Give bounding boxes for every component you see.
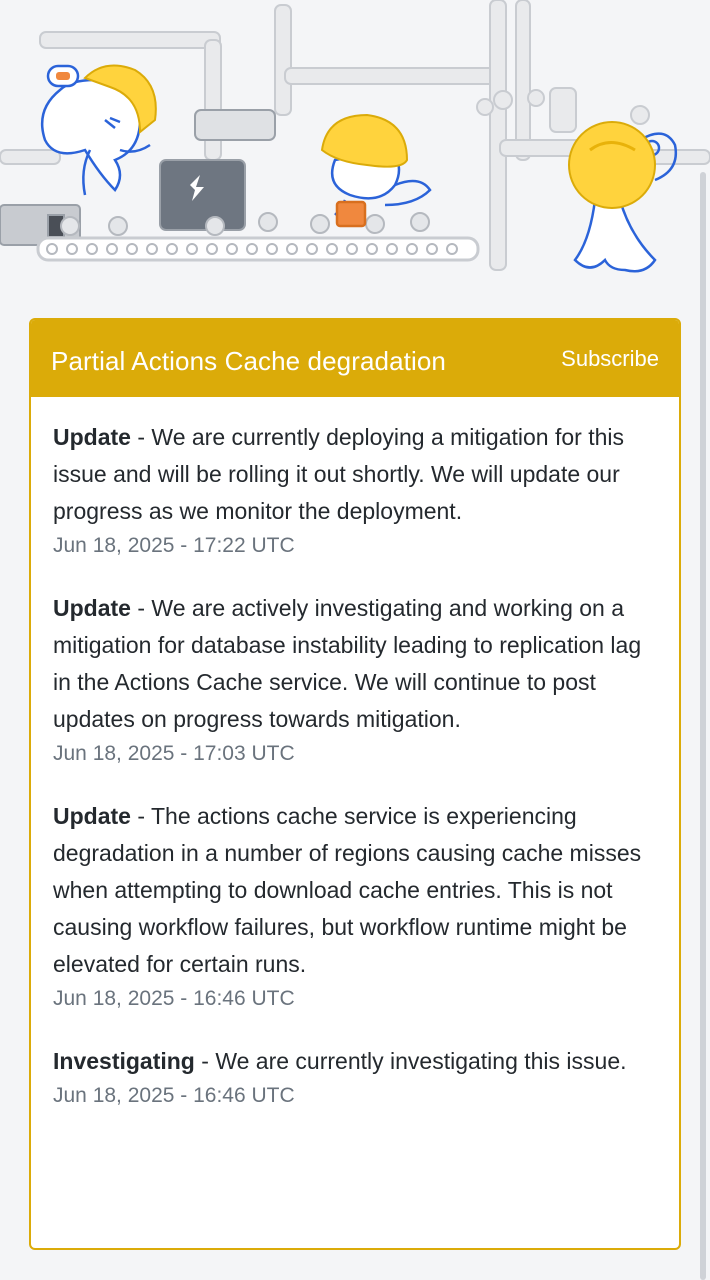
scrollbar[interactable] <box>700 172 706 1280</box>
update-message: We are currently deploying a mitigation for this issue and will be rolling it out shortly. We will update our progress as we monitor the deployment. <box>53 424 624 524</box>
update-status: Investigating <box>53 1048 195 1074</box>
incident-update <box>53 419 657 560</box>
update-separator: - <box>130 424 152 450</box>
update-body <box>53 1043 657 1080</box>
update-body <box>53 590 657 738</box>
update-message: The actions cache service is experiencing degradation in a number of regions causing cache misses when attempting to download cache entries. This is not causing workflow failures, but workflow runtime might be elevated for certain runs. <box>53 803 642 977</box>
update-separator: - <box>130 595 152 621</box>
update-body <box>53 798 657 983</box>
incident-update <box>53 1043 657 1110</box>
update-separator: - <box>194 1048 216 1074</box>
update-body <box>53 419 657 530</box>
construction-octocats-illustration <box>0 0 710 300</box>
incident-updates-list <box>31 397 679 1110</box>
update-status: Update <box>53 424 131 450</box>
update-separator: - <box>130 803 151 829</box>
incident-card <box>29 318 681 1250</box>
update-timestamp: Jun 18, 2025 - 17:22 UTC <box>53 534 295 557</box>
update-timestamp: Jun 18, 2025 - 16:46 UTC <box>53 987 295 1010</box>
update-status: Update <box>53 803 131 829</box>
update-status: Update <box>53 595 131 621</box>
subscribe-button[interactable]: Subscribe <box>561 345 659 371</box>
update-message: We are actively investigating and working on a mitigation for database instability leading to replication lag in the Actions Cache service. We will continue to post updates on progress towards mitigation. <box>53 595 642 732</box>
hard-hat-icon <box>569 122 655 208</box>
incident-update <box>53 798 657 1013</box>
conveyor-belt-icon <box>38 213 478 260</box>
update-timestamp: Jun 18, 2025 - 17:03 UTC <box>53 742 295 765</box>
incident-update <box>53 590 657 768</box>
update-message: We are currently investigating this issue. <box>215 1048 627 1074</box>
incident-title[interactable]: Partial Actions Cache degradation <box>51 346 446 376</box>
incident-header <box>31 320 679 397</box>
update-timestamp: Jun 18, 2025 - 16:46 UTC <box>53 1084 295 1107</box>
